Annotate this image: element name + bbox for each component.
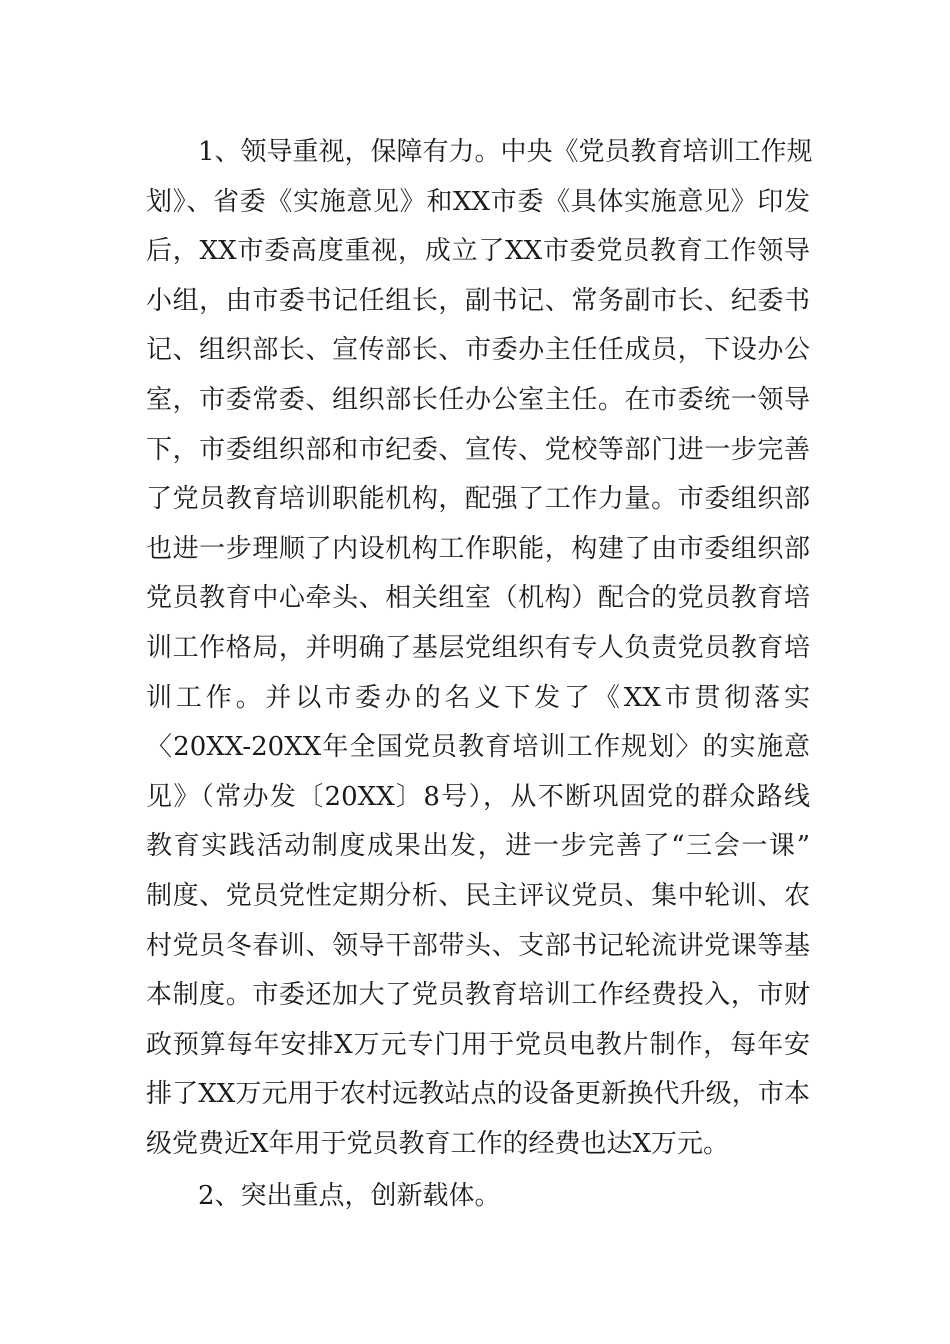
text-line: 党员教育中心牵头、相关组室（机构）配合的党员教育培 [146,583,810,614]
text-line: 政预算每年安排X万元专门用于党员电教片制作，每年安 [146,1029,810,1060]
text-line: 训工作格局，并明确了基层党组织有专人负责党员教育培 [146,632,810,663]
text-line: 1、领导重视，保障有力。中央《党员教育培训工作规 [146,137,813,167]
text-line: 后，XX市委高度重视，成立了XX市委党员教育工作领导 [146,236,810,267]
text-line: 〈20XX-20XX年全国党员教育培训工作规划〉的实施意 [146,732,810,763]
text-line: 下，市委组织部和市纪委、宣传、党校等部门进一步完善 [146,434,810,465]
text-line: 记、组织部长、宣传部长、市委办主任任成员，下设办公 [146,335,810,366]
text-line: 2、突出重点，创新载体。 [146,1181,501,1211]
text-line: 级党费近X年用于党员教育工作的经费也达X万元。 [146,1128,730,1159]
text-line: 室，市委常委、组织部长任办公室主任。在市委统一领导 [146,384,810,415]
text-line: 了党员教育培训职能机构，配强了工作力量。市委组织部 [146,484,810,515]
text-line: 制度、党员党性定期分析、民主评议党员、集中轮训、农 [146,880,810,911]
text-line: 教育实践活动制度成果出发，进一步完善了“三会一课” [146,831,810,862]
text-line: 也进一步理顺了内设机构工作职能，构建了由市委组织部 [146,533,810,564]
text-line: 小组，由市委书记任组长，副书记、常务副市长、纪委书 [146,285,810,316]
text-line: 本制度。市委还加大了党员教育培训工作经费投入，市财 [146,980,810,1011]
paragraph-leadership [146,128,813,1169]
paragraph-heading-innovation [146,1172,810,1222]
text-line: 见》（常办发〔20XX〕8号），从不断巩固党的群众路线 [146,781,810,812]
text-line: 排了XX万元用于农村远教站点的设备更新换代升级，市本 [146,1079,810,1110]
text-line: 划》、省委《实施意见》和XX市委《具体实施意见》印发 [146,186,810,217]
text-line: 村党员冬春训、领导干部带头、支部书记轮流讲党课等基 [146,930,810,961]
text-line: 训工作。并以市委办的名义下发了《XX市贯彻落实 [146,682,810,713]
